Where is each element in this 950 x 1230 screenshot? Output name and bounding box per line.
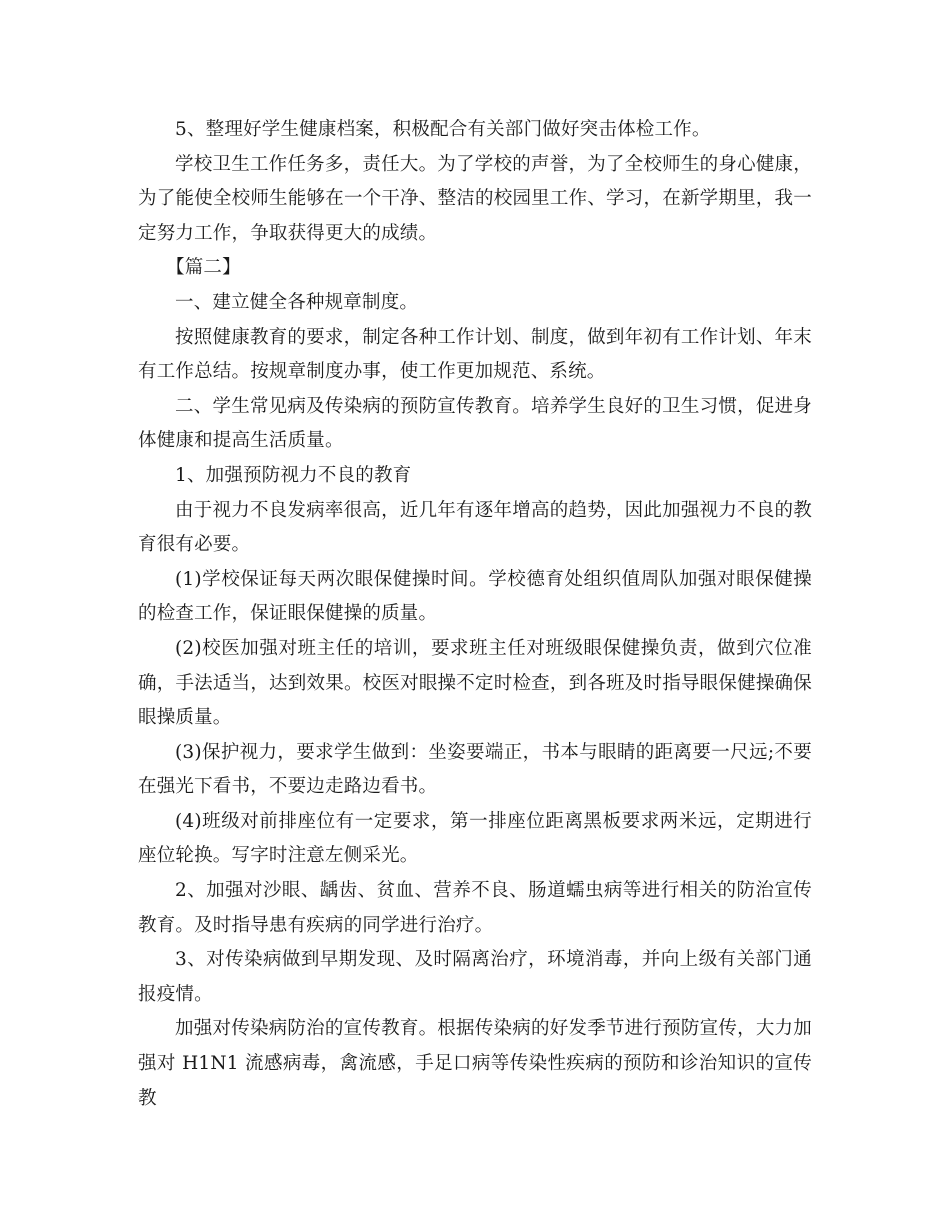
section-heading: 【篇二】 — [166, 257, 241, 279]
paragraph-item-4: (4)班级对前排座位有一定要求，第一排座位距离黑板要求两米远，定期进行座位轮换。写字时注意左侧采光。 — [138, 810, 812, 867]
paragraph-subsection-2: 2、加强对沙眼、龋齿、贫血、营养不良、肠道蠕虫病等进行相关的防治宣传教育。及时指导患有疾病的同学进行治疗。 — [138, 880, 812, 936]
paragraph-subsection-3: 3、对传染病做到早期发现、及时隔离治疗，环境消毒，并向上级有关部门通报疫情。 — [138, 949, 812, 1005]
paragraph-item-5: 5、整理好学生健康档案，积极配合有关部门做好突击体检工作。 — [175, 119, 711, 140]
paragraph-infectious-disease-education: 加强对传染病防治的宣传教育。根据传染病的好发季节进行预防宣传，大力加强对 H1N1 流感病毒，禽流感，手足口病等传染性疾病的预防和诊治知识的宣传教 — [138, 1018, 812, 1109]
paragraph-section-1-body: 按照健康教育的要求，制定各种工作计划、制度，做到年初有工作计划、年末有工作总结。按规章制度办事，使工作更加规范、系统。 — [138, 326, 812, 383]
paragraph-item-1: (1)学校保证每天两次眼保健操时间。学校德育处组织值周队加强对眼保健操的检查工作，保证眼保健操的质量。 — [138, 568, 812, 625]
paragraph-subsection-1-intro: 由于视力不良发病率很高，近几年有逐年增高的趋势，因此加强视力不良的教育很有必要。 — [138, 499, 812, 556]
paragraph-item-3: (3)保护视力，要求学生做到：坐姿要端正，书本与眼睛的距离要一尺远;不要在强光下看书，不要边走路边看书。 — [138, 741, 812, 798]
document-body — [138, 113, 812, 1116]
paragraph-conclusion: 学校卫生工作任务多，责任大。为了学校的声誉，为了全校师生的身心健康，为了能使全校师生能够在一个干净、整洁的校园里工作、学习，在新学期里，我一定努力工作，争取获得更大的成绩。 — [138, 153, 812, 244]
paragraph-section-2-title: 二、学生常见病及传染病的预防宣传教育。培养学生良好的卫生习惯，促进身体健康和提高生活质量。 — [138, 395, 812, 452]
paragraph-subsection-1-title: 1、加强预防视力不良的教育 — [175, 464, 412, 486]
paragraph-section-1-title: 一、建立健全各种规章制度。 — [175, 291, 419, 313]
paragraph-item-2: (2)校医加强对班主任的培训，要求班主任对班级眼保健操负责，做到穴位准确，手法适当，达到效果。校医对眼操不定时检查，到各班及时指导眼保健操确保眼操质量。 — [138, 637, 812, 729]
